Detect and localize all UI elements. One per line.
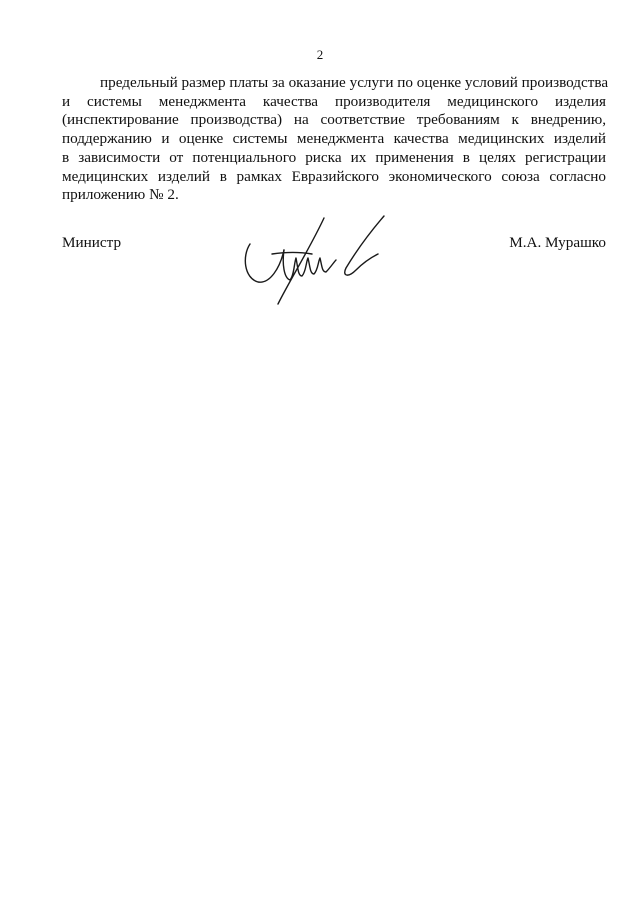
body-line: поддержанию и оценке системы менеджмента качества медицинских изделий <box>62 130 606 148</box>
body-line: в зависимости от потенциального риска их применения в целях регистрации <box>62 148 606 166</box>
signer-name: М.А. Мурашко <box>509 234 606 251</box>
signature-block <box>62 228 606 298</box>
page-number: 2 <box>316 47 324 62</box>
handwritten-signature <box>238 188 388 308</box>
body-line: (инспектирование производства) на соответствие требованиям к внедрению, <box>62 111 606 129</box>
body-line: предельный размер платы за оказание услуги по оценке условий производства <box>100 74 609 91</box>
body-line: и системы менеджмента качества производителя медицинского изделия <box>62 92 606 110</box>
body-paragraph <box>62 74 609 205</box>
body-line: приложению № 2. <box>62 186 179 204</box>
body-line: медицинских изделий в рамках Евразийского экономического союза согласно <box>62 167 606 185</box>
signer-title: Министр <box>62 234 122 251</box>
